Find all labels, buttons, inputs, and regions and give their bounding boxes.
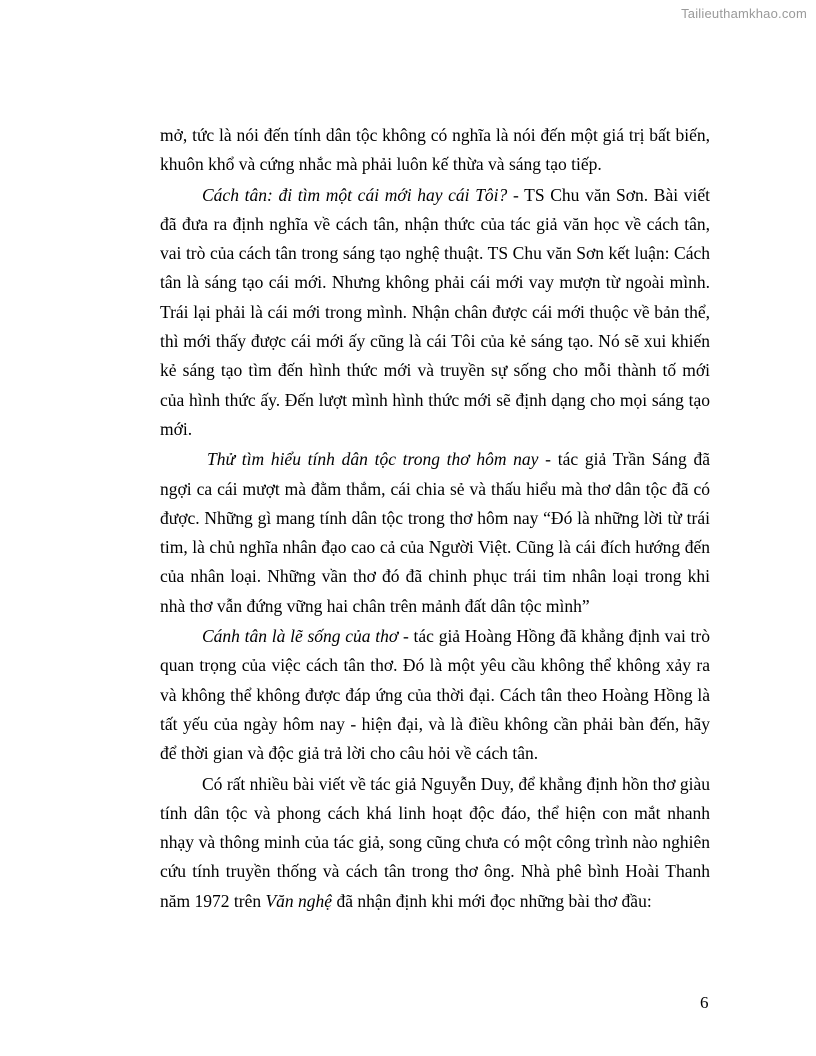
paragraph-text: - tác giả Hoàng Hồng đã khẳng định vai trò quan trọng của việc cách tân thơ. Đó là một yêu cầu không thể không xảy ra và không thể không được đáp ứng của thời đại. Cách tân theo Hoàng Hồng là tất yếu của ngày hôm nay - hiện đại, và là điều không cần phải bàn đến, hãy để thời gian và độc giả trả lời cho câu hỏi về cách tân. bbox=[160, 626, 710, 764]
watermark: Tailieuthamkhao.com bbox=[681, 6, 807, 21]
paragraph-text: - tác giả Trần Sáng đã ngợi ca cái mượt mà đằm thắm, cái chia sẻ và thấu hiểu mà thơ dân tộc đã có được. Những gì mang tính dân tộc trong thơ hôm nay “Đó là những lời từ trái tim, là chủ nghĩa nhân đạo cao cả của Người Việt. Cũng là cái đích hướng đến của nhân loại. Những vần thơ đó đã chinh phục trái tim nhân loại trong khi nhà thơ vẫn đứng vững hai chân trên mảnh đất dân tộc mình” bbox=[160, 449, 710, 616]
paragraph-tinh-dan-toc bbox=[160, 445, 710, 621]
paragraph-text: mở, tức là nói đến tính dân tộc không có nghĩa là nói đến một giá trị bất biến, khuôn khổ và cứng nhắc mà phải luôn kế thừa và sáng tạo tiếp. bbox=[160, 125, 710, 175]
paragraph-text: đã nhận định khi mới đọc những bài thơ đầu: bbox=[332, 890, 652, 911]
publication-title: Văn nghệ bbox=[265, 890, 333, 911]
work-title: Cánh tân là lẽ sống của thơ bbox=[202, 626, 399, 647]
work-title: Thử tìm hiểu tính dân tộc trong thơ hôm nay bbox=[207, 449, 539, 470]
paragraph-text: Có rất nhiều bài viết về tác giả Nguyễn Duy, để khẳng định hồn thơ giàu tính dân tộc và phong cách khá linh hoạt độc đáo, thể hiện con mắt nhanh nhạy và thông minh của tác giả, song cũng chưa có một công trình nào nghiên cứu tính truyền thống và cách tân trong thơ ông. Nhà phê bình Hoài Thanh năm 1972 trên bbox=[160, 773, 710, 911]
work-title: Cách tân: đi tìm một cái mới hay cái Tôi? bbox=[202, 184, 508, 205]
paragraph-nguyen-duy bbox=[160, 770, 710, 916]
paragraph-continuation bbox=[160, 121, 710, 180]
page-number: 6 bbox=[700, 993, 709, 1012]
paragraph-text: - TS Chu văn Sơn. Bài viết đã đưa ra định nghĩa về cách tân, nhận thức của tác giả văn học về cách tân, vai trò của cách tân trong sáng tạo nghệ thuật. TS Chu văn Sơn kết luận: Cách tân là sáng tạo cái mới. Nhưng không phải cái mới vay mượn từ ngoài mình. Trái lại phải là cái mới trong mình. Nhận chân được cái mới thuộc về bản thể, thì mới thấy được cái mới ấy cũng là cái Tôi của kẻ sáng tạo. Nó sẽ xui khiến kẻ sáng tạo tìm đến hình thức mới và truyền sự sống cho mỗi thành tố mới của hình thức ấy. Đến lượt mình hình thức mới sẽ định dạng cho mọi sáng tạo mới. bbox=[160, 184, 710, 439]
paragraph-canh-tan bbox=[160, 622, 710, 768]
document-body bbox=[160, 121, 710, 916]
paragraph-cach-tan bbox=[160, 181, 710, 445]
